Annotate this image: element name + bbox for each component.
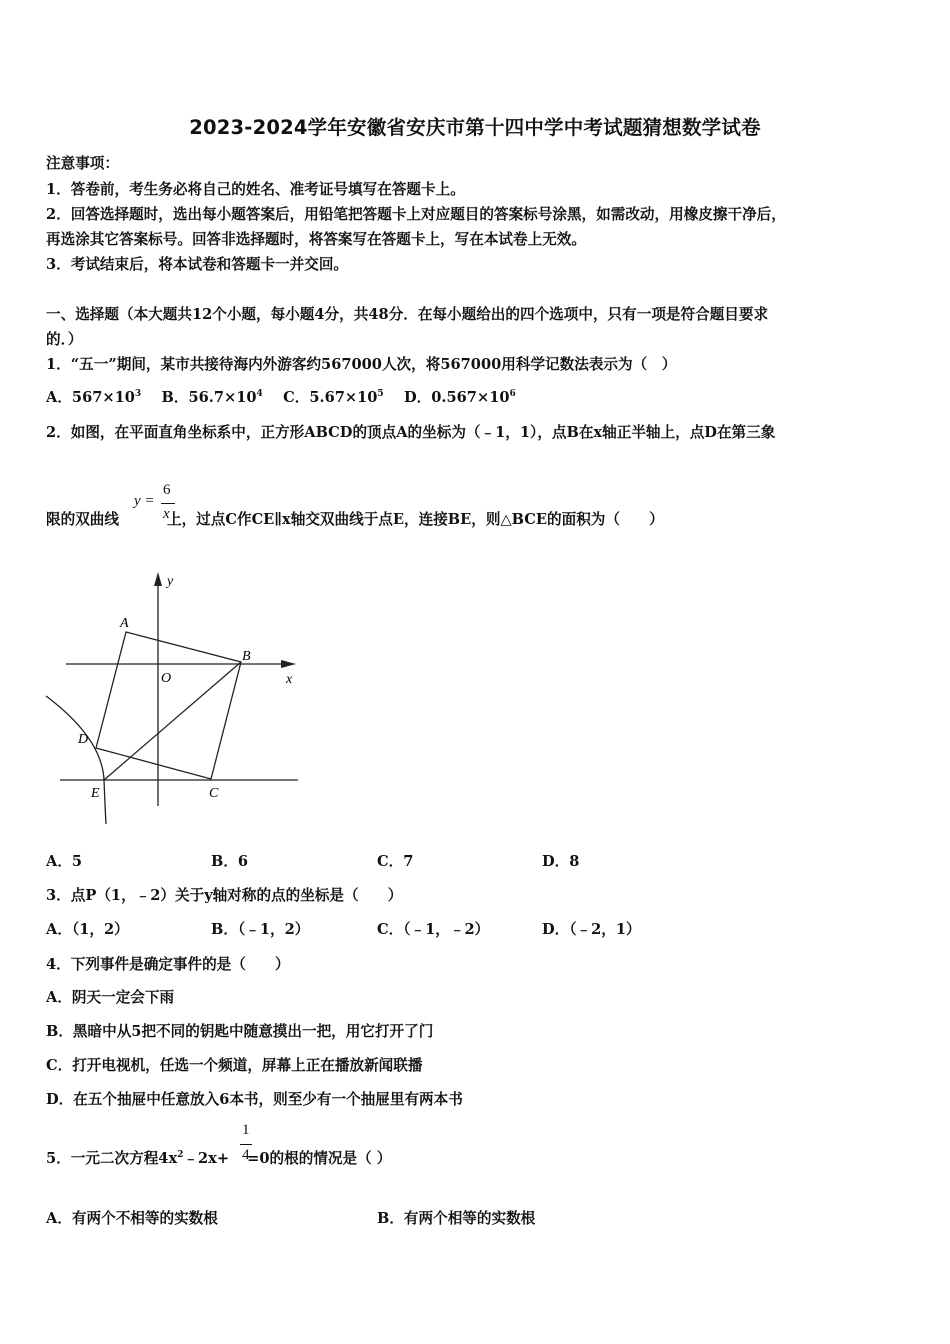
q2-option-d: D．8 bbox=[542, 853, 580, 870]
q4-option-a: A．阴天一定会下雨 bbox=[46, 989, 175, 1006]
fraction-bar bbox=[161, 503, 175, 504]
q3-option-d: D．（﹣2，1） bbox=[542, 921, 641, 938]
q4-option-b: B．黑暗中从5把不同的钥匙中随意摸出一把，用它打开了门 bbox=[46, 1023, 434, 1040]
notice-item-2-cont: 再选涂其它答案标号。回答非选择题时，将答案写在答题卡上，写在本试卷上无效。 bbox=[46, 231, 586, 248]
q1-option-a: A．$567\times 10^3$ bbox=[46, 389, 142, 406]
page-title: 2023-2024学年安徽省安庆市第十四中学中考试题猜想数学试卷 bbox=[189, 116, 761, 139]
q2-option-c: C．7 bbox=[377, 853, 414, 870]
q3-option-c: C．（﹣1，﹣2） bbox=[377, 921, 490, 938]
label-a: A bbox=[120, 616, 129, 631]
formula-denominator: x bbox=[163, 506, 170, 522]
q5-option-a: A．有两个不相等的实数根 bbox=[46, 1210, 218, 1227]
y-axis-arrow bbox=[154, 572, 162, 586]
q5-fraction-bar bbox=[240, 1144, 252, 1145]
section-heading-cont: 的．） bbox=[46, 331, 83, 348]
formula-lhs: y = bbox=[134, 493, 155, 509]
q1-option-c: C．$5.67\times 10^5$ bbox=[283, 389, 384, 406]
formula-numerator: 6 bbox=[163, 482, 171, 498]
q5-fraction bbox=[238, 1122, 256, 1170]
question-2-stem-cont: 限的双曲线 上，过点C作CE∥x轴交双曲线于点E，连接BE，则△BCE的面积为（ ） bbox=[46, 511, 664, 528]
q1-option-d: D．$0.567\times 10^6$ bbox=[404, 389, 516, 406]
square-abcd bbox=[96, 632, 241, 779]
q2-option-a: A．5 bbox=[46, 853, 83, 870]
q5-fraction-numerator: 1 bbox=[242, 1122, 250, 1138]
x-axis-arrow bbox=[281, 660, 296, 668]
q2-option-b: B．6 bbox=[211, 853, 249, 870]
segment-be bbox=[104, 662, 241, 780]
notice-item-1: 1．答卷前，考生务必将自己的姓名、准考证号填写在答题卡上。 bbox=[46, 181, 465, 198]
notice-heading: 注意事项： bbox=[46, 155, 119, 172]
question-3-stem: 3．点P（1，﹣2）关于y轴对称的点的坐标是（ ） bbox=[46, 887, 403, 904]
q3-option-a: A．（1，2） bbox=[46, 921, 129, 938]
label-e: E bbox=[91, 786, 100, 801]
question-2-stem: 2．如图，在平面直角坐标系中，正方形ABCD的顶点A的坐标为（﹣1，1），点B在x轴正半轴上，点D在第三象 bbox=[46, 424, 776, 441]
section-heading: 一、选择题（本大题共12个小题，每小题4分，共48分．在每小题给出的四个选项中，只有一项是符合题目要求 bbox=[46, 306, 769, 323]
question-5-stem: 5．一元二次方程$4x^2﹣2x+ =0$的根的情况是（ ） bbox=[46, 1150, 392, 1167]
q5-fraction-denominator: 4 bbox=[242, 1147, 250, 1163]
question-1-options bbox=[46, 386, 516, 407]
label-y: y bbox=[167, 574, 174, 589]
q1-option-b: B．$56.7\times 10^4$ bbox=[161, 389, 263, 406]
hyperbola-formula bbox=[134, 482, 182, 528]
label-c: C bbox=[209, 786, 219, 801]
notice-item-3: 3．考试结束后，将本试卷和答题卡一并交回。 bbox=[46, 256, 349, 273]
notice-item-2: 2．回答选择题时，选出每小题答案后，用铅笔把答题卡上对应题目的答案标号涂黑，如需改动，用橡皮擦干净后， bbox=[46, 206, 786, 223]
label-o: O bbox=[161, 671, 172, 686]
question-4-stem: 4．下列事件是确定事件的是（ ） bbox=[46, 956, 290, 973]
q4-option-c: C．打开电视机，任选一个频道，屏幕上正在播放新闻联播 bbox=[46, 1057, 423, 1074]
question-1-stem: 1．“五一”期间，某市共接待海内外游客约567000人次，将567000用科学记数法表示为（ ） bbox=[46, 356, 677, 373]
q3-option-b: B．（﹣1，2） bbox=[211, 921, 310, 938]
label-b: B bbox=[242, 649, 251, 664]
coordinate-figure bbox=[40, 568, 310, 830]
label-x: x bbox=[286, 672, 293, 687]
q5-option-b: B．有两个相等的实数根 bbox=[377, 1210, 536, 1227]
q4-option-d: D．在五个抽屉中任意放入6本书，则至少有一个抽屉里有两本书 bbox=[46, 1091, 463, 1108]
label-d: D bbox=[78, 732, 89, 747]
hyperbola-curve bbox=[46, 696, 106, 824]
